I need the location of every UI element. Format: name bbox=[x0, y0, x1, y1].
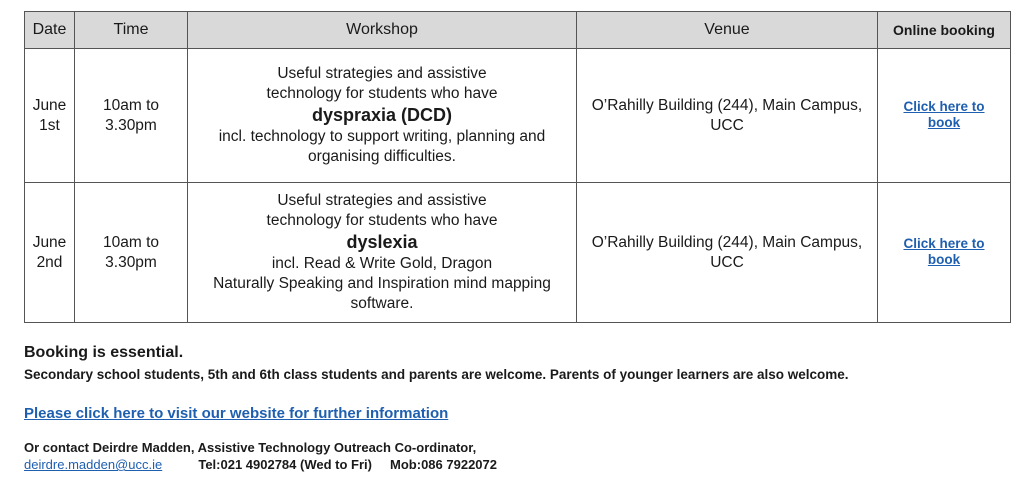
venue-line: O’Rahilly Building (244), Main Campus, bbox=[591, 96, 863, 114]
table-row bbox=[25, 183, 1011, 323]
booking-link-line: book bbox=[927, 114, 961, 130]
workshop-text-line: Naturally Speaking and Inspiration mind mapping bbox=[213, 275, 551, 292]
workshop-text-line: technology for students who have bbox=[266, 212, 498, 229]
venue-cell bbox=[577, 49, 878, 183]
workshop-text-line: organising difficulties. bbox=[308, 148, 456, 165]
header-workshop: Workshop bbox=[188, 12, 577, 49]
book-dyslexia-link[interactable] bbox=[903, 236, 984, 268]
date-month: June bbox=[32, 96, 67, 114]
workshop-condition: dyslexia bbox=[346, 232, 418, 252]
booking-essential-note: Booking is essential. bbox=[24, 344, 184, 361]
phone-numbers: Tel:021 4902784 (Wed to Fri) Mob:086 7922072 bbox=[162, 457, 497, 472]
workshop-condition: dyspraxia (DCD) bbox=[311, 105, 453, 125]
workshop-text-line: incl. Read & Write Gold, Dragon bbox=[271, 255, 493, 272]
time-cell: 10am to 3.30pm bbox=[75, 49, 188, 183]
workshop-schedule-table bbox=[24, 11, 1011, 323]
date-cell bbox=[25, 183, 75, 323]
date-day: 2nd bbox=[36, 253, 63, 271]
booking-link-line: book bbox=[927, 251, 961, 267]
contact-line: Or contact Deirdre Madden, Assistive Technology Outreach Co-ordinator, bbox=[24, 440, 477, 455]
time-cell: 10am to 3.30pm bbox=[75, 183, 188, 323]
booking-cell bbox=[878, 49, 1011, 183]
venue-line: O’Rahilly Building (244), Main Campus, bbox=[591, 233, 863, 251]
venue-cell bbox=[577, 183, 878, 323]
header-venue: Venue bbox=[577, 12, 878, 49]
welcome-note: Secondary school students, 5th and 6th class students and parents are welcome. Parents of younger learners are also welcome. bbox=[24, 367, 849, 382]
date-day: 1st bbox=[39, 116, 60, 134]
workshop-text-line: Useful strategies and assistive bbox=[277, 65, 487, 82]
workshop-cell bbox=[188, 49, 577, 183]
website-link[interactable]: Please click here to visit our website for further information bbox=[24, 405, 449, 422]
workshop-text-line: Useful strategies and assistive bbox=[277, 192, 487, 209]
date-cell bbox=[25, 49, 75, 183]
booking-link-line: Click here to bbox=[903, 235, 985, 251]
table-header-row bbox=[25, 12, 1011, 49]
booking-link-line: Click here to bbox=[903, 98, 985, 114]
header-time: Time bbox=[75, 12, 188, 49]
contact-details bbox=[24, 457, 497, 472]
header-online-booking: Online booking bbox=[878, 12, 1011, 49]
workshop-text-line: technology for students who have bbox=[266, 85, 498, 102]
workshop-cell bbox=[188, 183, 577, 323]
workshop-text-line: incl. technology to support writing, planning and bbox=[218, 128, 546, 145]
workshop-text-line: software. bbox=[350, 295, 414, 312]
booking-cell bbox=[878, 183, 1011, 323]
date-month: June bbox=[32, 233, 67, 251]
table-row bbox=[25, 49, 1011, 183]
book-dyspraxia-link[interactable] bbox=[903, 99, 984, 131]
email-link[interactable]: deirdre.madden@ucc.ie bbox=[24, 457, 163, 472]
header-date: Date bbox=[25, 12, 75, 49]
venue-line: UCC bbox=[710, 253, 744, 271]
venue-line: UCC bbox=[710, 116, 744, 134]
